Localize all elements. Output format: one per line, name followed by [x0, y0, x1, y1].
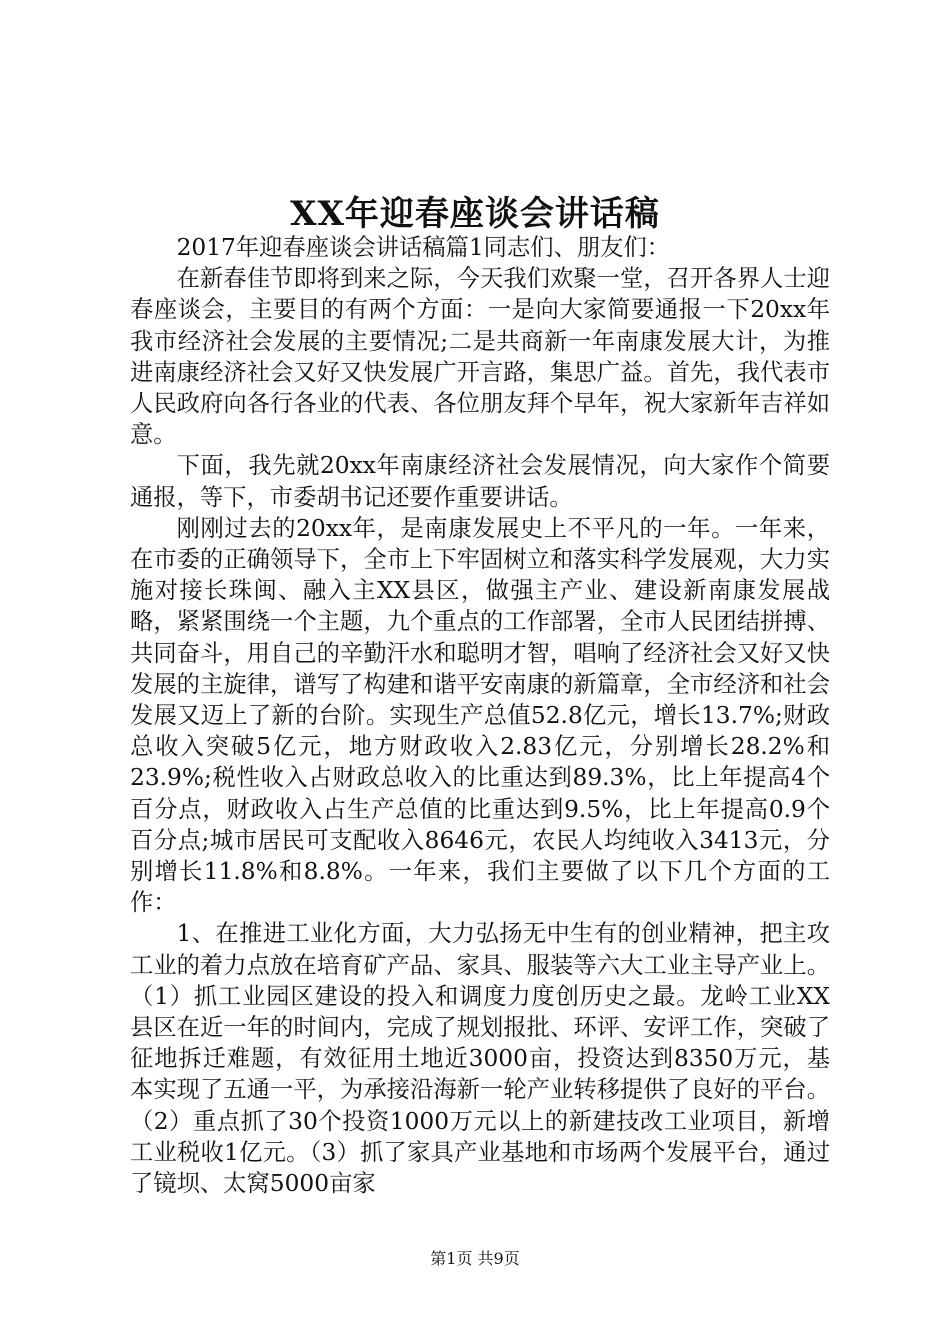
- paragraph-4: 刚刚过去的20xx年，是南康发展史上不平凡的一年。一年来，在市委的正确领导下，全市上下牢固树立和落实科学发展观，大力实施对接长珠闽、融入主XX县区，做强主产业、建设新南康发展战略，紧紧围绕一个主题，九个重点的工作部署，全市人民团结拼搏、共同奋斗，用自己的辛勤汗水和聪明才智，唱响了经济社会又好又快发展的主旋律，谱写了构建和谐平安南康的新篇章，全市经济和社会发展又迈上了新的台阶。实现生产总值52.8亿元，增长13.7%;财政总收入突破5亿元，地方财政收入2.83亿元，分别增长28.2%和23.9%;税性收入占财政总收入的比重达到89.3%，比上年提高4个百分点，财政收入占生产总值的比重达到9.5%，比上年提高0.9个百分点;城市居民可支配收入8646元，农民人均纯收入3413元，分别增长11.8%和8.8%。一年来，我们主要做了以下几个方面的工作：: [130, 514, 830, 917]
- paragraph-2: 在新春佳节即将到来之际，今天我们欢聚一堂，召开各界人士迎春座谈会，主要目的有两个方面：一是向大家简要通报一下20xx年我市经济社会发展的主要情况;二是共商新一年南康发展大计，为推进南康经济社会又好又快发展广开言路，集思广益。首先，我代表市人民政府向各行各业的代表、各位朋友拜个早年，祝大家新年吉祥如意。: [130, 265, 830, 449]
- page-footer: 第1页 共9页: [430, 1249, 520, 1268]
- paragraph-3: 下面，我先就20xx年南康经济社会发展情况，向大家作个简要通报，等下，市委胡书记还要作重要讲话。: [130, 452, 830, 511]
- paragraph-5: 1、在推进工业化方面，大力弘扬无中生有的创业精神，把主攻工业的着力点放在培育矿产品、家具、服装等六大工业主导产业上。（1）抓工业园区建设的投入和调度力度创历史之最。龙岭工业XX县区在近一年的时间内，完成了规划报批、环评、安评工作，突破了征地拆迁难题，有效征用土地近3000亩，投资达到8350万元，基本实现了五通一平，为承接沿海新一轮产业转移提供了良好的平台。（2）重点抓了30个投资1000万元以上的新建技改工业项目，新增工业税收1亿元。（3）抓了家具产业基地和市场两个发展平台，通过了镜坝、太窝5000亩家: [130, 920, 830, 1198]
- document-body: [130, 232, 830, 1199]
- document-title: XX年迎春座谈会讲话稿: [290, 194, 660, 234]
- paragraph-1: 2017年迎春座谈会讲话稿篇1同志们、朋友们：: [176, 234, 671, 261]
